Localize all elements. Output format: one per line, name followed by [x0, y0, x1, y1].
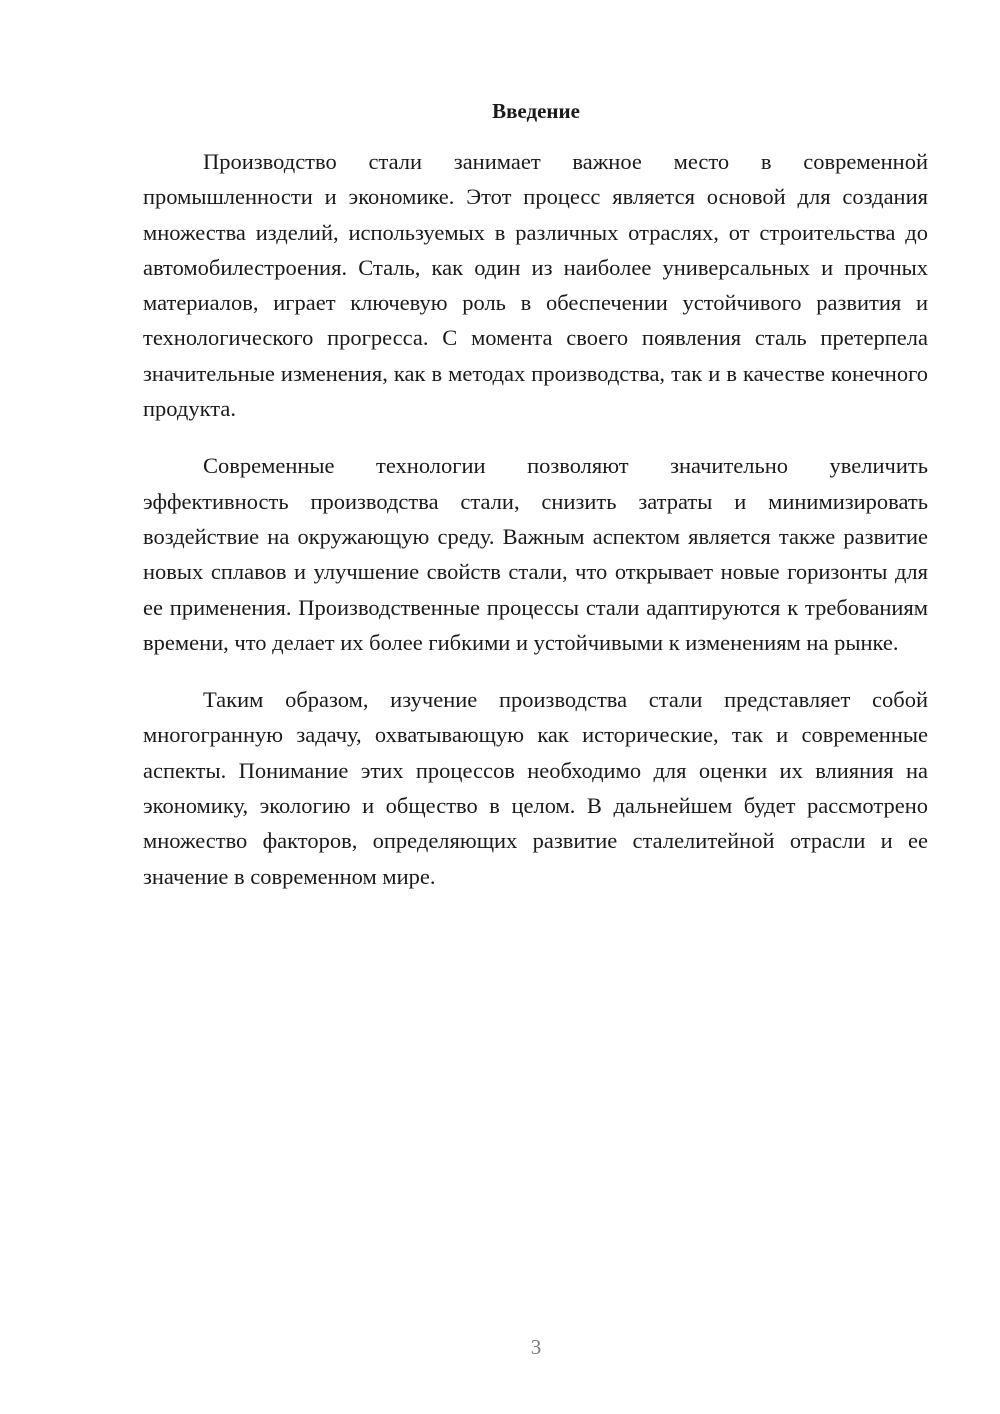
section-title: Введение [492, 99, 580, 123]
paragraph-2: Современные технологии позволяют значительно увеличить эффективность производства стали, снизить затраты и минимизировать воздействие на окружающую среду. Важным аспектом является также развитие новых сплавов и улучшение свойств стали, что открывает новые горизонты для ее применения. Производственные процессы стали адаптируются к требованиям времени, что делает их более гибкими и устойчивыми к изменениям на рынке. [143, 453, 928, 655]
paragraph-3: Таким образом, изучение производства стали представляет собой многогранную задачу, охватывающую как исторические, так и современные аспекты. Понимание этих процессов необходимо для оценки их влияния на экономику, экологию и общество в целом. В дальнейшем будет рассмотрено множество факторов, определяющих развитие сталелитейной отрасли и ее значение в современном мире. [143, 687, 928, 889]
paragraph-1: Производство стали занимает важное место в современной промышленности и экономике. Этот процесс является основой для создания множества изделий, используемых в различных отраслях, от строительства до автомобилестроения. Сталь, как один из наиболее универсальных и прочных материалов, играет ключевую роль в обеспечении устойчивого развития и технологического прогресса. С момента своего появления сталь претерпела значительные изменения, как в методах производства, так и в качестве конечного продукта. [143, 149, 928, 422]
document-body [143, 144, 928, 916]
page-number: 3 [530, 1335, 542, 1359]
